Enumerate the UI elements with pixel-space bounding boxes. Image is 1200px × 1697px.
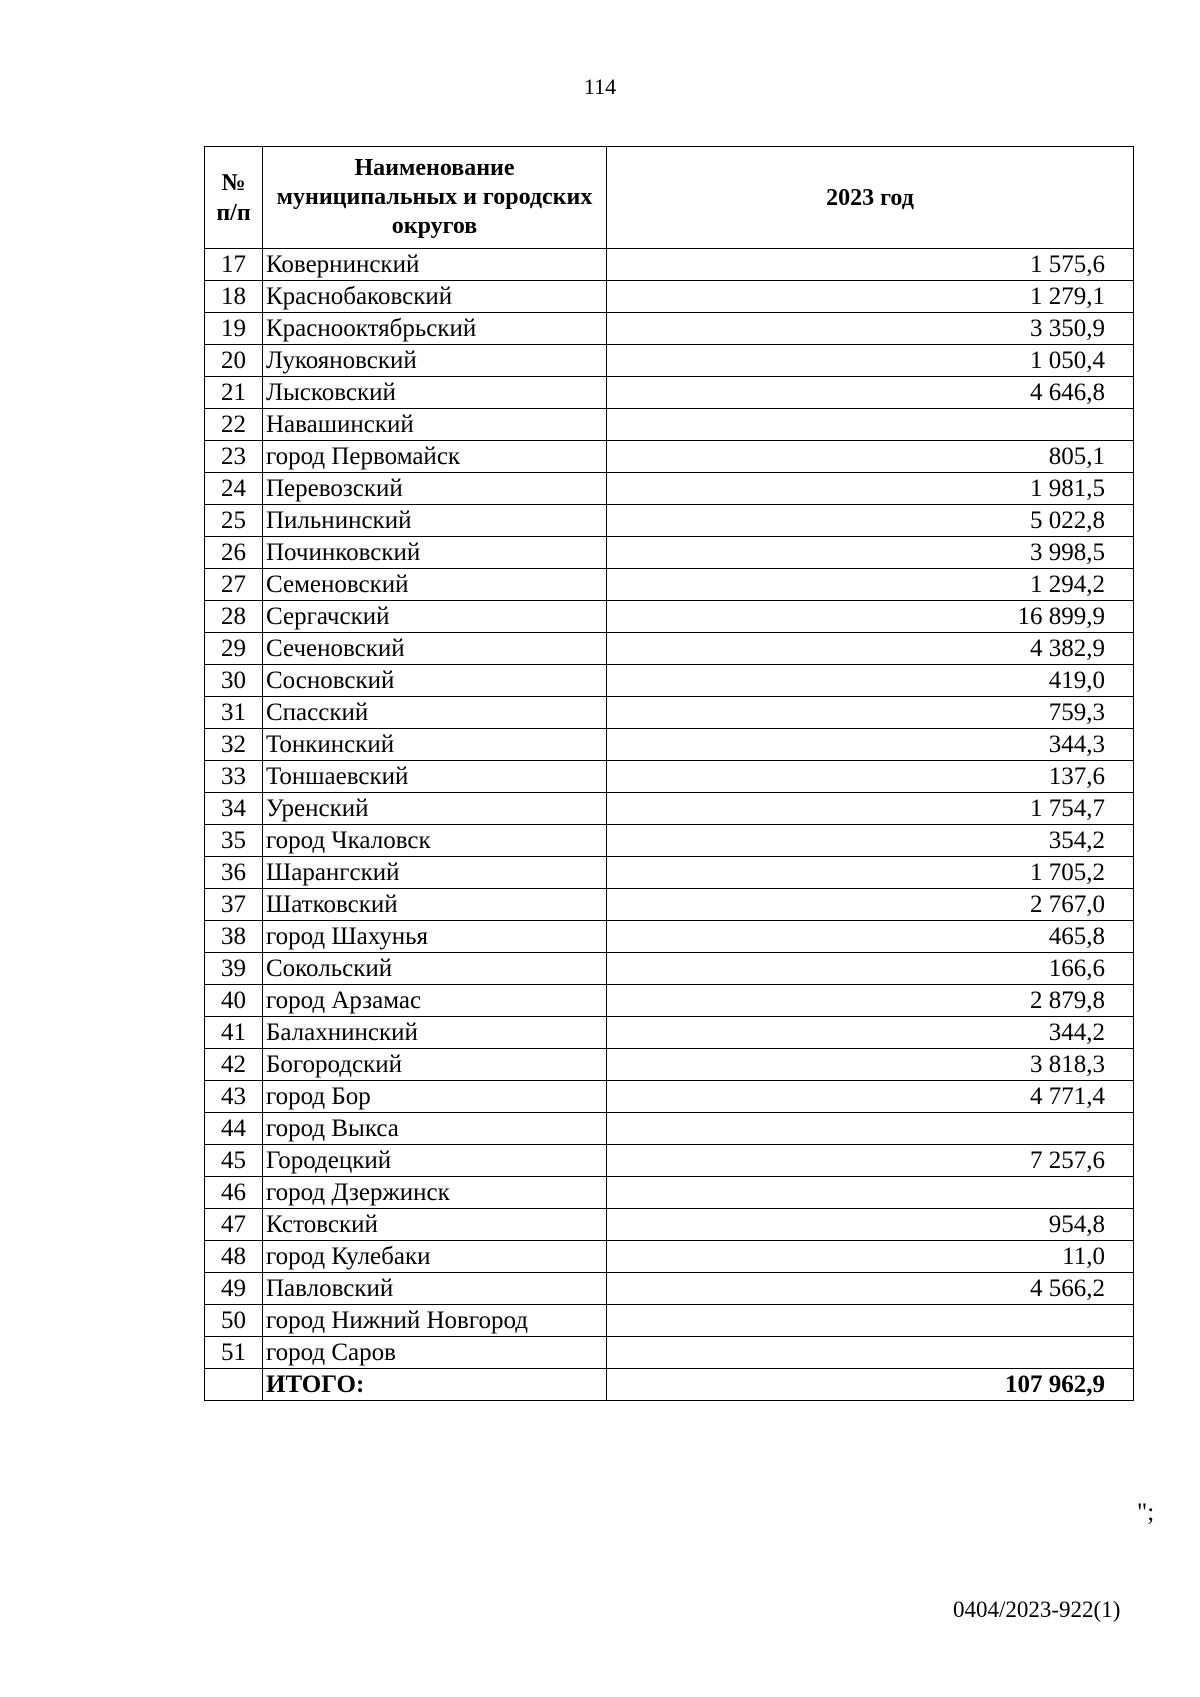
header-year-value: 2023 год bbox=[607, 147, 1134, 249]
table-row bbox=[205, 1081, 1134, 1113]
row-number-cell: 42 bbox=[205, 1049, 263, 1081]
table-row bbox=[205, 345, 1134, 377]
row-number-cell: 49 bbox=[205, 1273, 263, 1305]
municipality-name-cell: город Арзамас bbox=[263, 985, 607, 1017]
value-cell: 3 818,3 bbox=[607, 1049, 1134, 1081]
table-row bbox=[205, 825, 1134, 857]
value-cell: 137,6 bbox=[607, 761, 1134, 793]
table-row bbox=[205, 1049, 1134, 1081]
value-cell bbox=[607, 409, 1134, 441]
row-number-cell: 37 bbox=[205, 889, 263, 921]
table-row bbox=[205, 281, 1134, 313]
municipality-name-cell: город Саров bbox=[263, 1337, 607, 1369]
row-number-cell: 18 bbox=[205, 281, 263, 313]
municipality-name-cell: город Нижний Новгород bbox=[263, 1305, 607, 1337]
municipality-name-cell: Сокольский bbox=[263, 953, 607, 985]
value-cell bbox=[607, 1337, 1134, 1369]
municipality-name-cell: Сосновский bbox=[263, 665, 607, 697]
table-row bbox=[205, 1209, 1134, 1241]
value-cell: 3 998,5 bbox=[607, 537, 1134, 569]
municipality-name-cell: Краснооктябрьский bbox=[263, 313, 607, 345]
municipality-name-cell: Балахнинский bbox=[263, 1017, 607, 1049]
value-cell: 16 899,9 bbox=[607, 601, 1134, 633]
row-number-cell: 40 bbox=[205, 985, 263, 1017]
municipality-name-cell: Городецкий bbox=[263, 1145, 607, 1177]
row-number-cell: 29 bbox=[205, 633, 263, 665]
row-number-cell: 51 bbox=[205, 1337, 263, 1369]
row-number-cell: 44 bbox=[205, 1113, 263, 1145]
row-number-cell: 28 bbox=[205, 601, 263, 633]
row-number-cell: 21 bbox=[205, 377, 263, 409]
municipality-name-cell: город Бор bbox=[263, 1081, 607, 1113]
municipality-name-cell: город Кулебаки bbox=[263, 1241, 607, 1273]
municipality-name-cell: Сеченовский bbox=[263, 633, 607, 665]
row-number-cell: 36 bbox=[205, 857, 263, 889]
table-row bbox=[205, 1113, 1134, 1145]
municipality-name-cell: Лысковский bbox=[263, 377, 607, 409]
value-cell: 1 050,4 bbox=[607, 345, 1134, 377]
value-cell: 166,6 bbox=[607, 953, 1134, 985]
row-number-cell: 30 bbox=[205, 665, 263, 697]
table-row bbox=[205, 249, 1134, 281]
table-row bbox=[205, 1273, 1134, 1305]
row-number-cell: 31 bbox=[205, 697, 263, 729]
total-label: ИТОГО: bbox=[263, 1369, 607, 1401]
municipality-name-cell: Шатковский bbox=[263, 889, 607, 921]
municipality-name-cell: город Чкаловск bbox=[263, 825, 607, 857]
table-row bbox=[205, 985, 1134, 1017]
table-row bbox=[205, 313, 1134, 345]
row-number-cell: 39 bbox=[205, 953, 263, 985]
table-row bbox=[205, 1017, 1134, 1049]
value-cell: 759,3 bbox=[607, 697, 1134, 729]
table-row bbox=[205, 761, 1134, 793]
municipality-name-cell: Пильнинский bbox=[263, 505, 607, 537]
table-body bbox=[205, 249, 1134, 1369]
row-number-cell: 38 bbox=[205, 921, 263, 953]
value-cell bbox=[607, 1305, 1134, 1337]
row-number-cell: 24 bbox=[205, 473, 263, 505]
row-number-cell: 34 bbox=[205, 793, 263, 825]
table-row bbox=[205, 1305, 1134, 1337]
row-number-cell: 35 bbox=[205, 825, 263, 857]
table-row bbox=[205, 377, 1134, 409]
table-header-row bbox=[205, 147, 1134, 249]
value-cell: 4 771,4 bbox=[607, 1081, 1134, 1113]
header-municipality-name: Наименование муниципальных и городских округов bbox=[263, 147, 607, 249]
municipality-name-cell: Уренский bbox=[263, 793, 607, 825]
municipality-name-cell: Кстовский bbox=[263, 1209, 607, 1241]
value-cell: 1 705,2 bbox=[607, 857, 1134, 889]
row-number-cell: 50 bbox=[205, 1305, 263, 1337]
table-row bbox=[205, 409, 1134, 441]
allocation-table bbox=[204, 146, 1134, 1401]
table-row bbox=[205, 633, 1134, 665]
row-number-cell: 43 bbox=[205, 1081, 263, 1113]
municipality-name-cell: Спасский bbox=[263, 697, 607, 729]
municipality-name-cell: Павловский bbox=[263, 1273, 607, 1305]
table-row bbox=[205, 601, 1134, 633]
municipality-name-cell: Сергачский bbox=[263, 601, 607, 633]
table-row bbox=[205, 1337, 1134, 1369]
table-row bbox=[205, 793, 1134, 825]
value-cell: 344,2 bbox=[607, 1017, 1134, 1049]
header-row-number: № п/п bbox=[205, 147, 263, 249]
table-row bbox=[205, 857, 1134, 889]
row-number-cell: 22 bbox=[205, 409, 263, 441]
table-row bbox=[205, 697, 1134, 729]
table-row bbox=[205, 1241, 1134, 1273]
municipality-name-cell: город Первомайск bbox=[263, 441, 607, 473]
total-row bbox=[205, 1369, 1134, 1401]
value-cell: 954,8 bbox=[607, 1209, 1134, 1241]
row-number-cell: 46 bbox=[205, 1177, 263, 1209]
value-cell: 3 350,9 bbox=[607, 313, 1134, 345]
municipality-name-cell: Лукояновский bbox=[263, 345, 607, 377]
value-cell: 1 754,7 bbox=[607, 793, 1134, 825]
municipality-name-cell: Тоншаевский bbox=[263, 761, 607, 793]
municipality-name-cell: Богородский bbox=[263, 1049, 607, 1081]
value-cell: 11,0 bbox=[607, 1241, 1134, 1273]
row-number-cell: 17 bbox=[205, 249, 263, 281]
value-cell: 354,2 bbox=[607, 825, 1134, 857]
value-cell: 805,1 bbox=[607, 441, 1134, 473]
municipality-name-cell: Краснобаковский bbox=[263, 281, 607, 313]
table-row bbox=[205, 665, 1134, 697]
row-number-cell: 48 bbox=[205, 1241, 263, 1273]
row-number-cell: 45 bbox=[205, 1145, 263, 1177]
municipality-name-cell: город Дзержинск bbox=[263, 1177, 607, 1209]
table-row bbox=[205, 441, 1134, 473]
value-cell: 1 294,2 bbox=[607, 569, 1134, 601]
table-row bbox=[205, 569, 1134, 601]
row-number-cell: 20 bbox=[205, 345, 263, 377]
row-number-cell: 19 bbox=[205, 313, 263, 345]
value-cell: 4 566,2 bbox=[607, 1273, 1134, 1305]
table-row bbox=[205, 729, 1134, 761]
municipality-name-cell: город Шахунья bbox=[263, 921, 607, 953]
value-cell bbox=[607, 1177, 1134, 1209]
value-cell: 2 879,8 bbox=[607, 985, 1134, 1017]
municipality-name-cell: Починковский bbox=[263, 537, 607, 569]
table-row bbox=[205, 1145, 1134, 1177]
row-number-cell: 33 bbox=[205, 761, 263, 793]
table-row bbox=[205, 921, 1134, 953]
total-number-cell bbox=[205, 1369, 263, 1401]
table-row bbox=[205, 537, 1134, 569]
value-cell: 1 279,1 bbox=[607, 281, 1134, 313]
row-number-cell: 47 bbox=[205, 1209, 263, 1241]
municipality-name-cell: город Выкса bbox=[263, 1113, 607, 1145]
municipality-name-cell: Перевозский bbox=[263, 473, 607, 505]
value-cell: 1 981,5 bbox=[607, 473, 1134, 505]
page-number: 114 bbox=[583, 74, 617, 99]
value-cell: 4 382,9 bbox=[607, 633, 1134, 665]
value-cell: 4 646,8 bbox=[607, 377, 1134, 409]
value-cell bbox=[607, 1113, 1134, 1145]
municipality-name-cell: Шарангский bbox=[263, 857, 607, 889]
municipality-name-cell: Ковернинский bbox=[263, 249, 607, 281]
table-row bbox=[205, 953, 1134, 985]
municipality-name-cell: Семеновский bbox=[263, 569, 607, 601]
value-cell: 1 575,6 bbox=[607, 249, 1134, 281]
total-value: 107 962,9 bbox=[607, 1369, 1134, 1401]
document-code: 0404/2023-922(1) bbox=[953, 1597, 1121, 1622]
value-cell: 2 767,0 bbox=[607, 889, 1134, 921]
value-cell: 7 257,6 bbox=[607, 1145, 1134, 1177]
closing-quote-mark: "; bbox=[1137, 1499, 1155, 1526]
row-number-cell: 23 bbox=[205, 441, 263, 473]
table-row bbox=[205, 889, 1134, 921]
table-row bbox=[205, 473, 1134, 505]
table-row bbox=[205, 505, 1134, 537]
value-cell: 419,0 bbox=[607, 665, 1134, 697]
value-cell: 344,3 bbox=[607, 729, 1134, 761]
value-cell: 5 022,8 bbox=[607, 505, 1134, 537]
table-row bbox=[205, 1177, 1134, 1209]
row-number-cell: 27 bbox=[205, 569, 263, 601]
municipality-name-cell: Навашинский bbox=[263, 409, 607, 441]
row-number-cell: 26 bbox=[205, 537, 263, 569]
row-number-cell: 32 bbox=[205, 729, 263, 761]
row-number-cell: 41 bbox=[205, 1017, 263, 1049]
value-cell: 465,8 bbox=[607, 921, 1134, 953]
municipality-name-cell: Тонкинский bbox=[263, 729, 607, 761]
row-number-cell: 25 bbox=[205, 505, 263, 537]
